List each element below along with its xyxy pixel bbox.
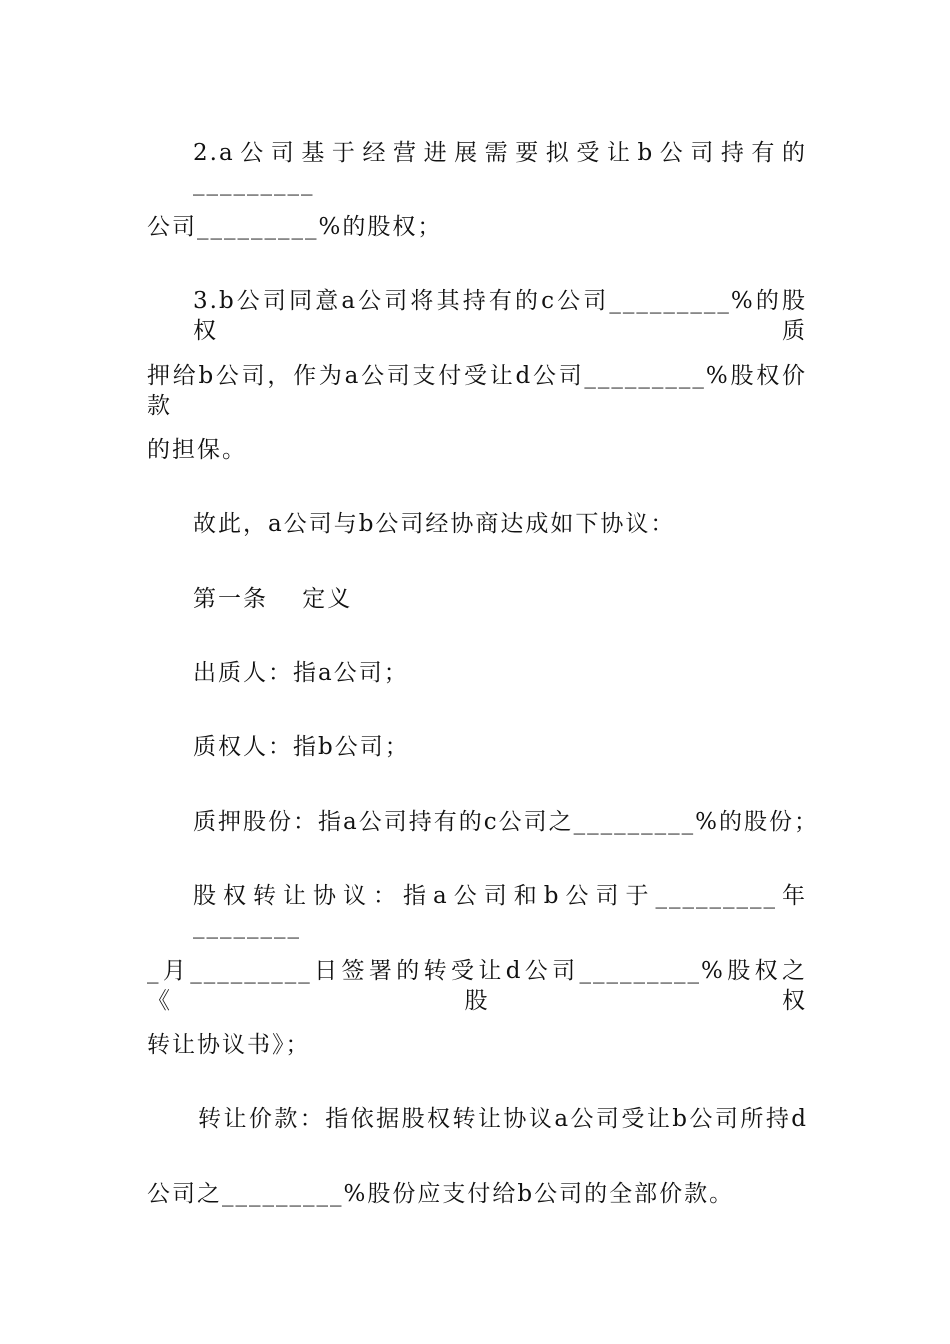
article-1-heading: 第一条 定义 [193, 586, 353, 612]
paragraph-3-line-2: 押给b公司，作为a公司支付受让d公司_________%股权价款 [147, 363, 807, 419]
definition-transfer-agreement-line-2: _月_________日签署的转受让d公司_________%股权之《股权 [147, 958, 807, 1014]
paragraph-2-line-2: 公司_________%的股权； [147, 214, 443, 240]
definition-pledgee: 质权人：指b公司； [193, 734, 410, 760]
agreement-intro: 故此，a公司与b公司经协商达成如下协议： [193, 511, 676, 537]
definition-transfer-price-line-2: 公司之_________%股份应支付给b公司的全部价款。 [147, 1181, 735, 1207]
definition-transfer-agreement-line-3: 转让协议书》； [147, 1032, 311, 1058]
paragraph-3-line-3: 的担保。 [147, 437, 247, 463]
definition-transfer-agreement-line-1: 股权转让协议：指a公司和b公司于_________年________ [193, 883, 807, 939]
definition-pledgor: 出质人：指a公司； [193, 660, 409, 686]
paragraph-2-line-1: 2.a公司基于经营进展需要拟受让b公司持有的_________ [193, 140, 807, 196]
definition-transfer-price-line-1: 转让价款：指依据股权转让协议a公司受让b公司所持d [198, 1106, 808, 1132]
paragraph-3-line-1: 3.b公司同意a公司将其持有的c公司_________%的股权质 [193, 288, 807, 344]
definition-pledged-shares: 质押股份：指a公司持有的c公司之_________%的股份； [193, 809, 819, 835]
